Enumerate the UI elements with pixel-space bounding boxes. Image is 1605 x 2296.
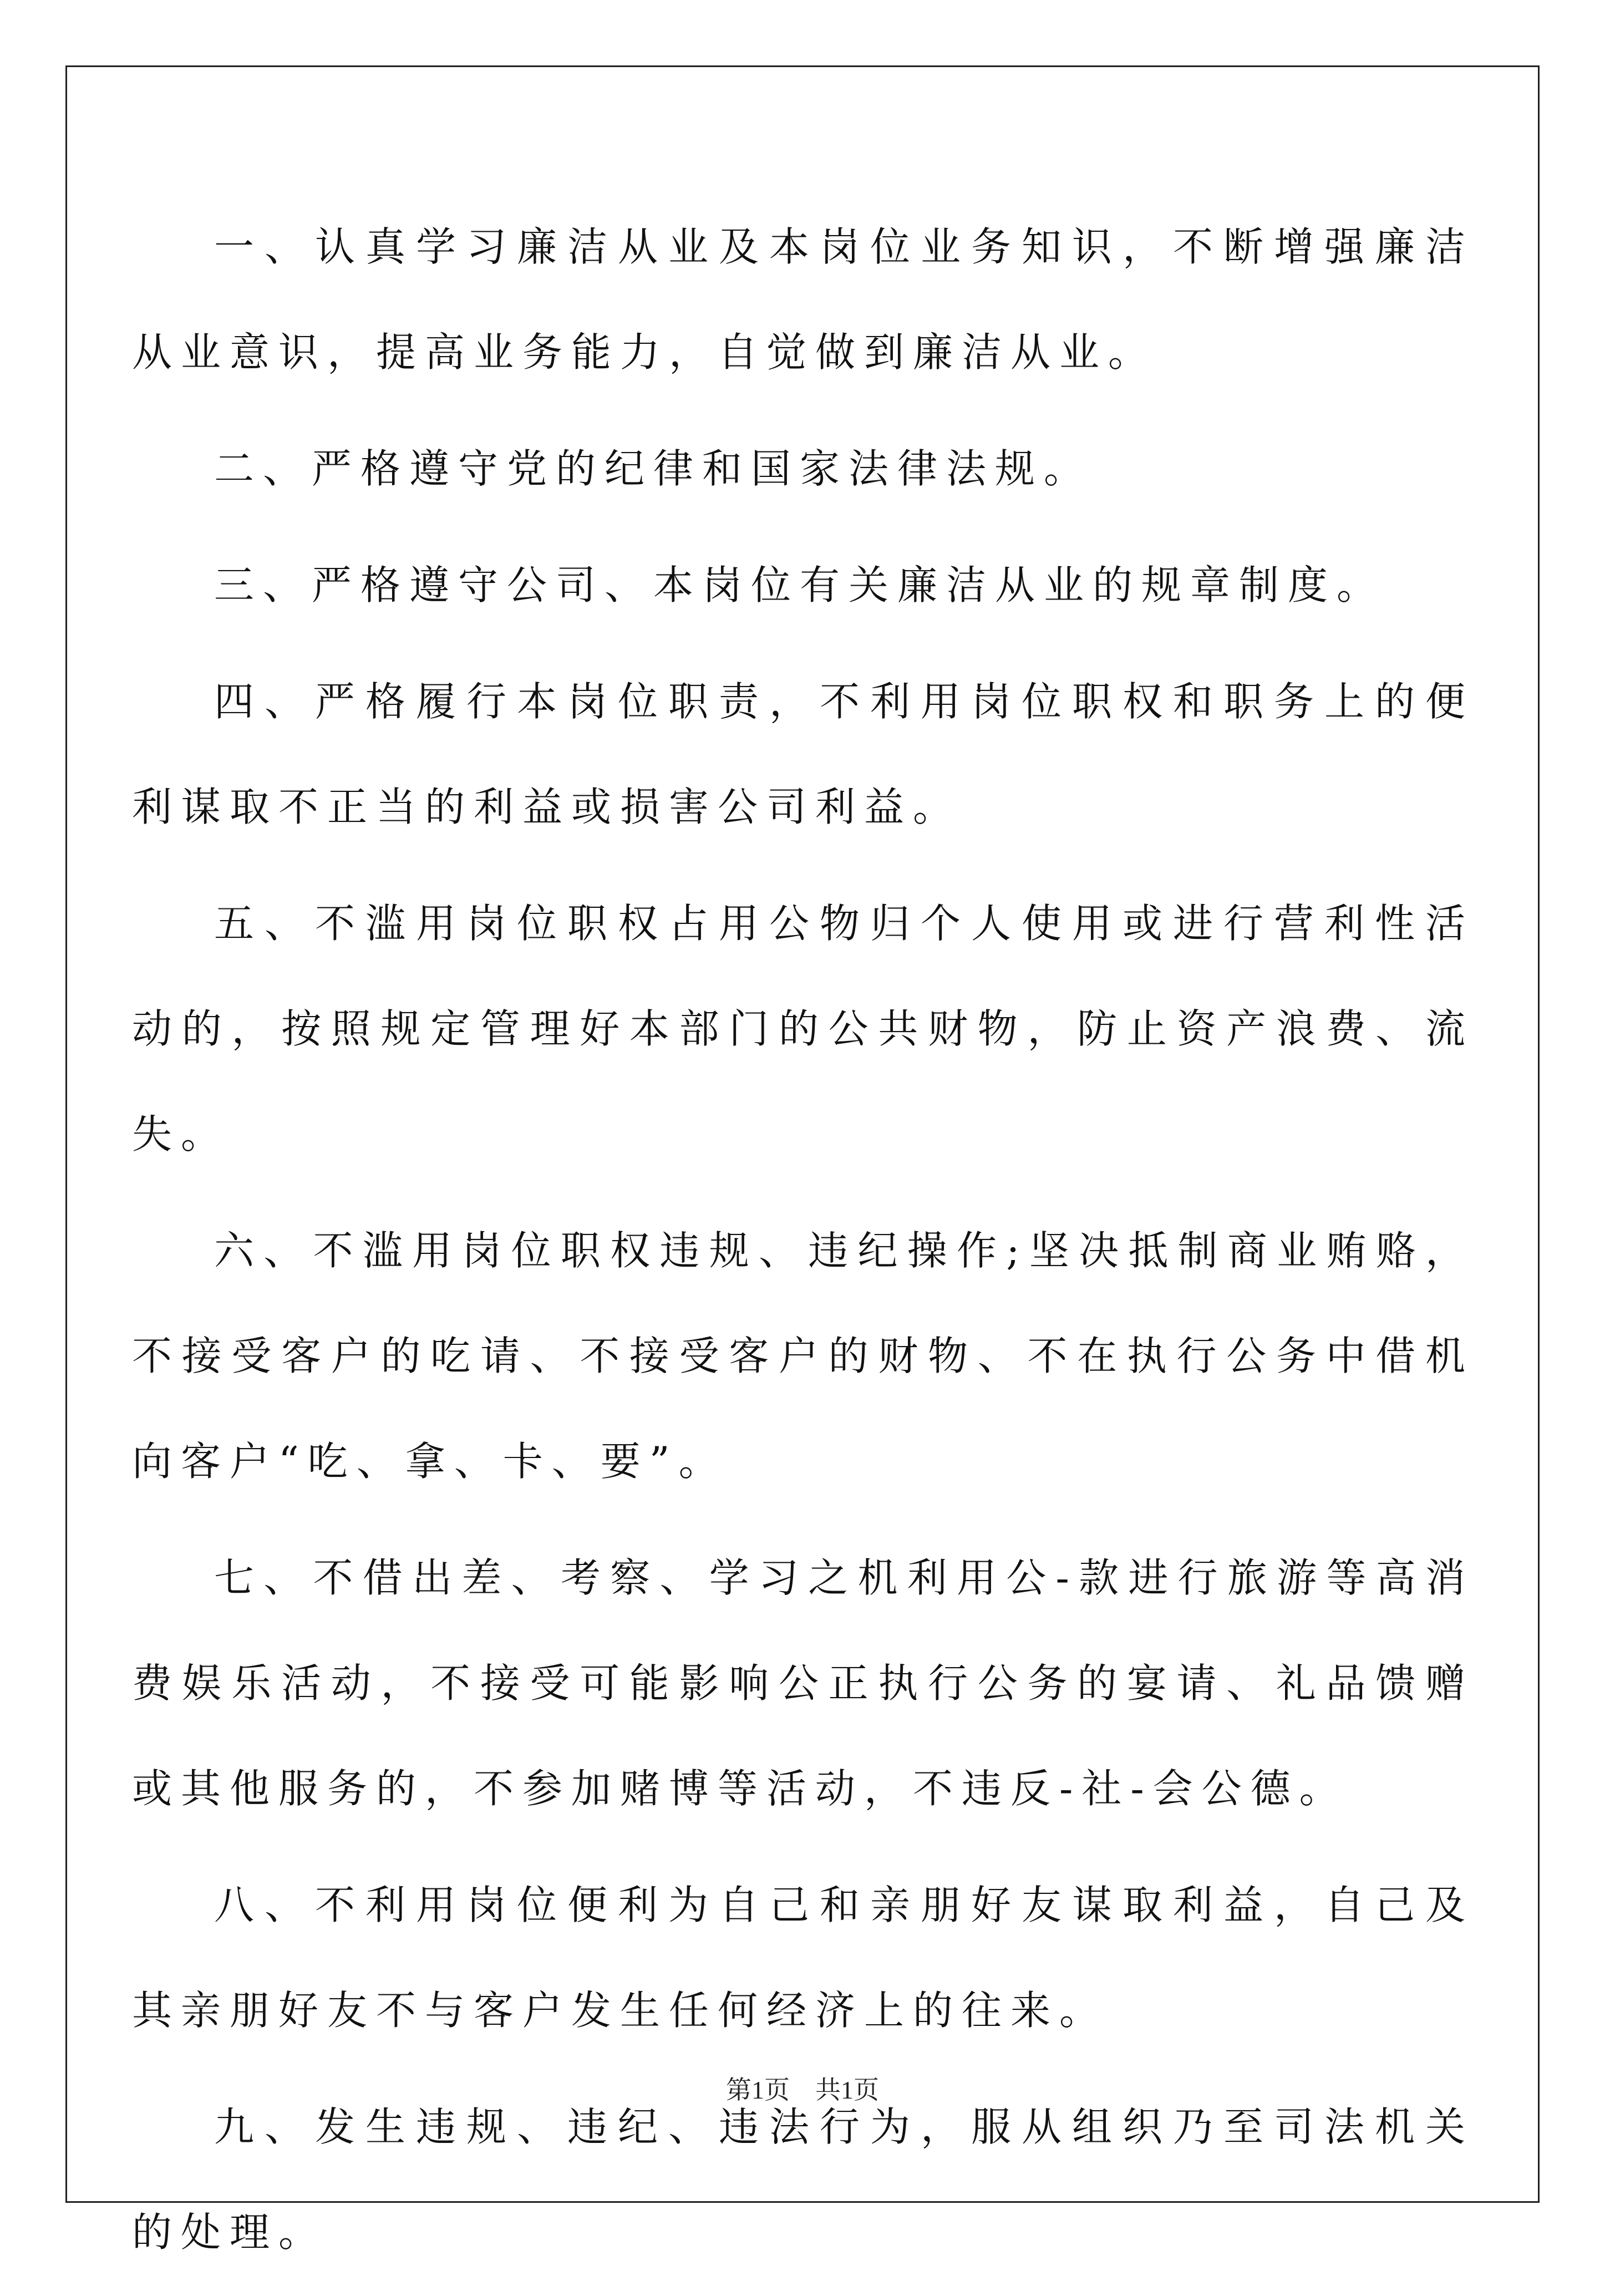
document-body [132, 194, 1474, 2296]
paragraph-9: 九、发生违规、违纪、违法行为，服从组织乃至司法机关的处理。 [132, 2104, 1474, 2256]
paragraph-1: 一、认真学习廉洁从业及本岗位业务知识，不断增强廉洁从业意识，提高业务能力，自觉做到廉洁从业。 [132, 223, 1474, 375]
paragraph-3: 三、严格遵守公司、本岗位有关廉洁从业的规章制度。 [214, 562, 1386, 608]
paragraph-4: 四、严格履行本岗位职责，不利用岗位职权和职务上的便利谋取不正当的利益或损害公司利益。 [132, 678, 1474, 830]
page-number-footer: 第1页 共1页 [726, 2076, 879, 2104]
paragraph-7: 七、不借出差、考察、学习之机利用公-款进行旅游等高消费娱乐活动，不接受可能影响公正执行公务的宴请、礼品馈赠或其他服务的，不参加赌博等活动，不违反-社-会公德。 [132, 1555, 1474, 1812]
paragraph-8: 八、不利用岗位便利为自己和亲朋好友谋取利益，自己及其亲朋好友不与客户发生任何经济上的往来。 [132, 1882, 1474, 2034]
paragraph-5: 五、不滥用岗位职权占用公物归个人使用或进行营利性活动的，按照规定管理好本部门的公共财物，防止资产浪费、流失。 [132, 900, 1474, 1157]
paragraph-6: 六、不滥用岗位职权违规、违纪操作;坚决抵制商业贿赂，不接受客户的吃请、不接受客户的财物、不在执行公务中借机向客户“吃、拿、卡、要”。 [132, 1227, 1474, 1485]
paragraph-2: 二、严格遵守党的纪律和国家法律法规。 [214, 445, 1093, 492]
